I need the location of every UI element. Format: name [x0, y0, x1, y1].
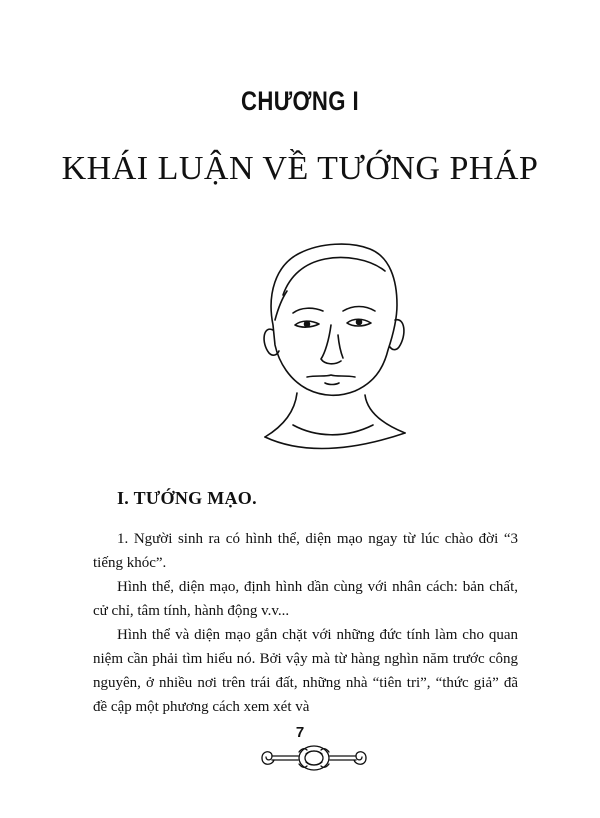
- paragraph: 1. Người sinh ra có hình thể, diện mạo ngay từ lúc chào đời “3 tiếng khóc”.: [93, 531, 518, 571]
- decorative-ornament-icon: [258, 742, 370, 772]
- paragraph: Hình thể và diện mạo gắn chặt với những đức tính làm cho quan niệm cần phải tìm hiểu nó. Bởi vậy mà từ hàng nghìn năm trước công nguyên, ở nhiều nơi trên trái đất, những nhà “tiên tri”, “thức giả” đã đề cập một phương cách xem xét và: [93, 627, 518, 715]
- paragraph: Hình thể, diện mạo, định hình dần cùng với nhân cách: bản chất, cử chỉ, tâm tính, hành động v.v...: [93, 579, 518, 619]
- chapter-label: CHƯƠNG I: [240, 86, 360, 116]
- section-heading: I. TƯỚNG MẠO.: [117, 488, 257, 508]
- body-text: [93, 527, 518, 719]
- chapter-title: KHÁI LUẬN VỀ TƯỚNG PHÁP: [61, 150, 539, 187]
- face-portrait-icon: [245, 225, 425, 465]
- page-number: 7: [295, 724, 305, 741]
